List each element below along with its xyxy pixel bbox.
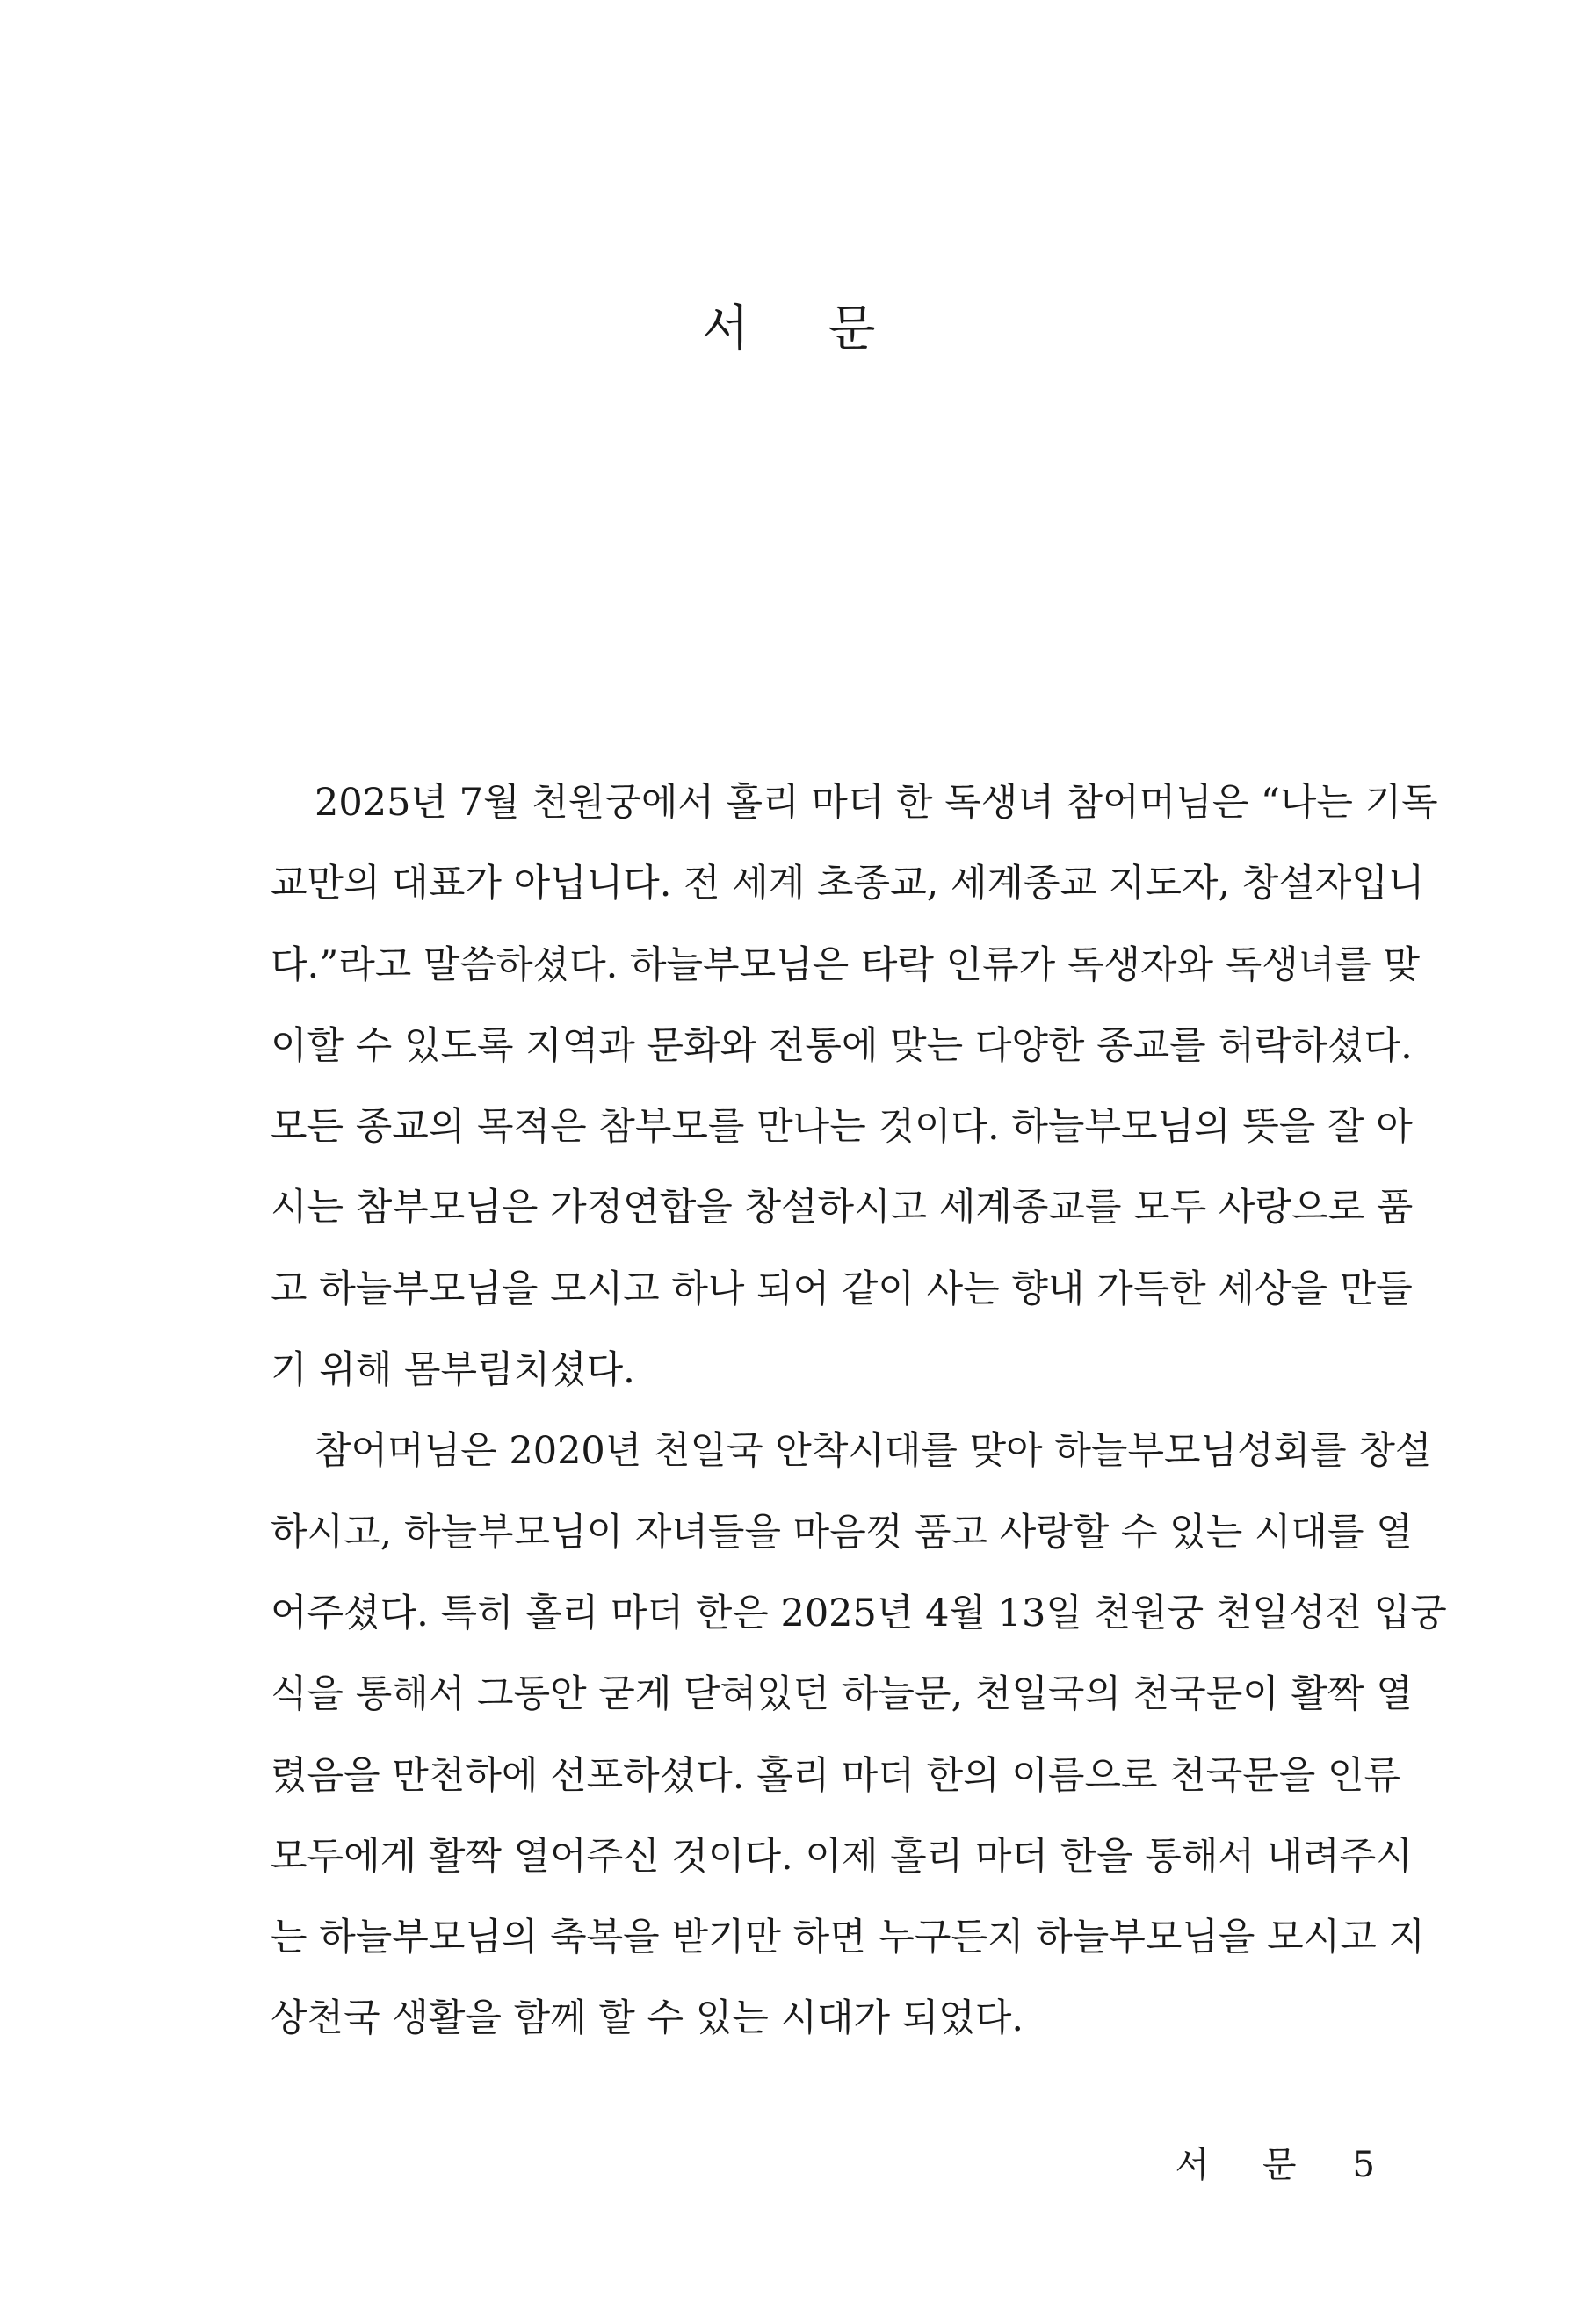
text-line: 참어머님은 2020년 천일국 안착시대를 맞아 하늘부모님성회를 창설 bbox=[315, 1429, 1432, 1474]
page-number: 5 bbox=[1352, 2145, 1375, 2185]
body-text bbox=[271, 762, 1447, 2060]
text-line: 모두에게 활짝 열어주신 것이다. 이제 홀리 마더 한을 통해서 내려주시 bbox=[271, 1834, 1413, 1879]
text-line: 다.”라고 말씀하셨다. 하늘부모님은 타락 인류가 독생자와 독생녀를 맞 bbox=[271, 942, 1421, 987]
text-line: 기 위해 몸부림치셨다. bbox=[271, 1348, 635, 1393]
text-line: 시는 참부모님은 가정연합을 창설하시고 세계종교를 모두 사랑으로 품 bbox=[271, 1186, 1414, 1231]
text-line: 2025년 7월 천원궁에서 홀리 마더 한 독생녀 참어머님은 “나는 기독 bbox=[315, 781, 1438, 825]
running-title: 서 문 bbox=[1175, 2145, 1318, 2185]
paragraph-1 bbox=[271, 762, 1438, 1411]
paragraph-2 bbox=[271, 1411, 1447, 2059]
text-line: 는 하늘부모님의 축복을 받기만 하면 누구든지 하늘부모님을 모시고 지 bbox=[271, 1916, 1425, 1960]
page-footer bbox=[1176, 2139, 1375, 2191]
text-line: 하시고, 하늘부모님이 자녀들을 마음껏 품고 사랑할 수 있는 시대를 열 bbox=[271, 1510, 1413, 1555]
text-line: 모든 종교의 목적은 참부모를 만나는 것이다. 하늘부모님의 뜻을 잘 아 bbox=[271, 1105, 1413, 1150]
text-line: 고 하늘부모님을 모시고 하나 되어 같이 사는 향내 가득한 세상을 만들 bbox=[271, 1267, 1413, 1311]
text-line: 식을 통해서 그동안 굳게 닫혀있던 하늘문, 천일국의 천국문이 활짝 열 bbox=[271, 1672, 1413, 1717]
text-line: 이할 수 있도록 지역과 문화와 전통에 맞는 다양한 종교를 허락하셨다. bbox=[271, 1023, 1413, 1068]
text-line: 교만의 대표가 아닙니다. 전 세계 초종교, 세계종교 지도자, 창설자입니 bbox=[271, 862, 1425, 906]
text-line: 어주셨다. 특히 홀리 마더 한은 2025년 4월 13일 천원궁 천일성전 입궁 bbox=[271, 1591, 1447, 1635]
text-line: 렸음을 만천하에 선포하셨다. 홀리 마더 한의 이름으로 천국문을 인류 bbox=[271, 1753, 1401, 1798]
page-title: 서 문 bbox=[701, 300, 908, 357]
text-line: 상천국 생활을 함께 할 수 있는 시대가 되었다. bbox=[271, 1996, 1024, 2041]
